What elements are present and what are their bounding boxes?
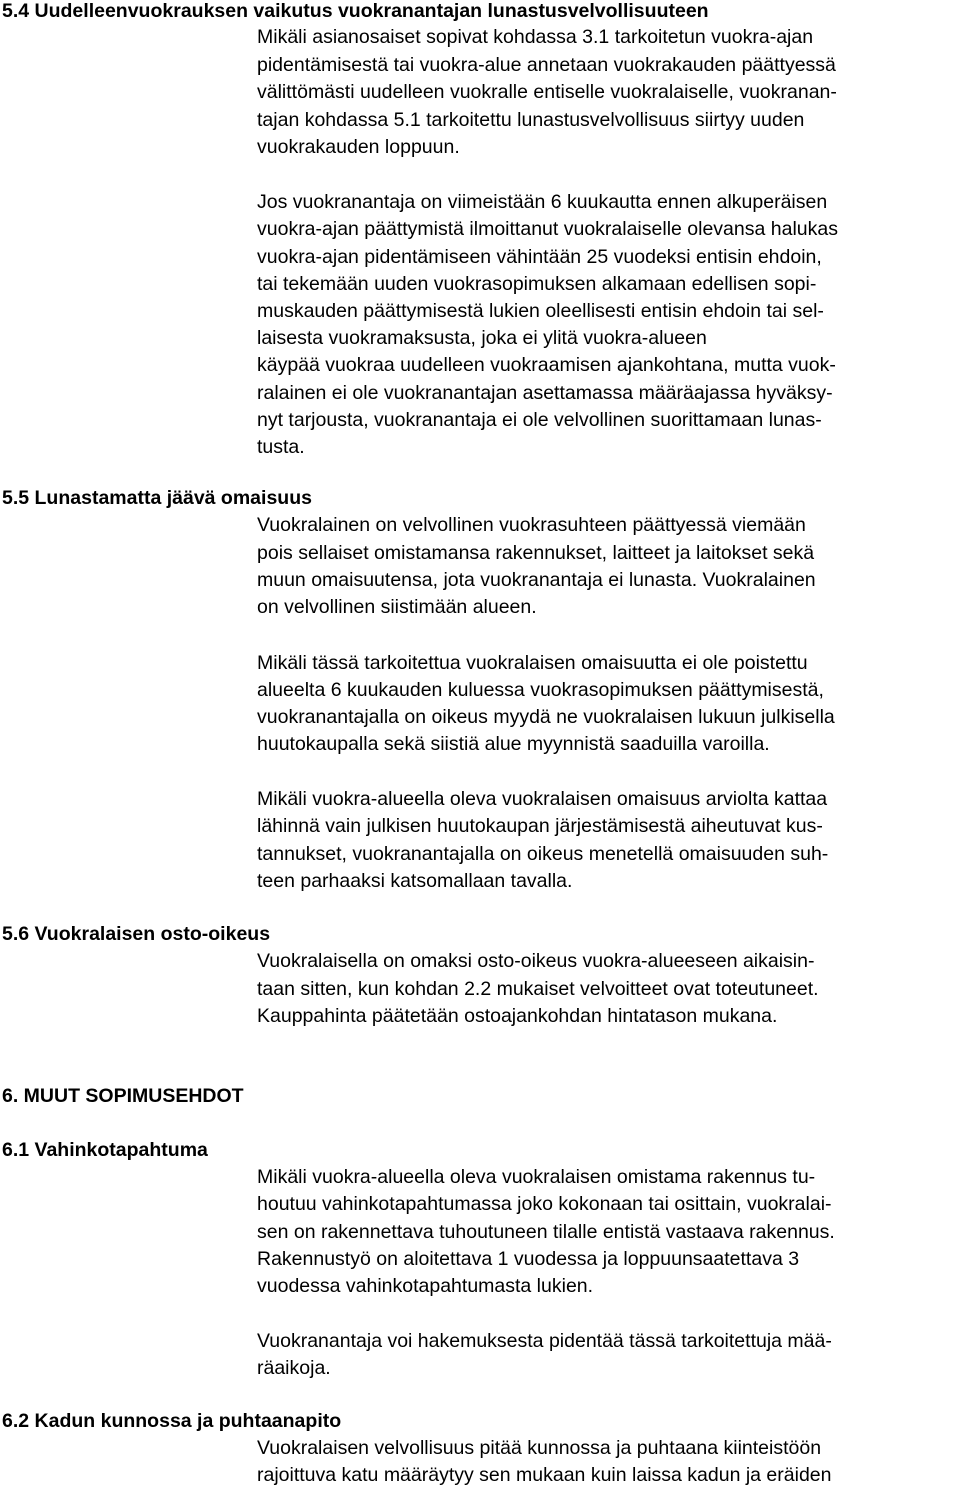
paragraph-line: Mikäli tässä tarkoitettua vuokralaisen omaisuutta ei ole poistettu <box>257 652 808 674</box>
paragraph-line: Vuokralaisella on omaksi osto-oikeus vuokra-alueeseen aikaisin- <box>257 950 815 972</box>
paragraph-line: nyt tarjousta, vuokranantaja ei ole velvollinen suorittamaan lunas- <box>257 409 822 431</box>
paragraph-line: houtuu vahinkotapahtumassa joko kokonaan tai osittain, vuokralai- <box>257 1193 832 1215</box>
paragraph-line: vuodessa vahinkotapahtumasta lukien. <box>257 1275 594 1297</box>
paragraph-line: tai tekemään uuden vuokrasopimuksen alkamaan edellisen sopi- <box>257 273 817 295</box>
section-heading-5-5: 5.5 Lunastamatta jäävä omaisuus <box>2 487 312 509</box>
section-heading-5-6: 5.6 Vuokralaisen osto-oikeus <box>2 923 271 945</box>
paragraph-line: tannukset, vuokranantajalla on oikeus menetellä omaisuuden suh- <box>257 843 829 865</box>
paragraph-line: pois sellaiset omistamansa rakennukset, laitteet ja laitokset sekä <box>257 542 815 564</box>
paragraph-line: välittömästi uudelleen vuokralle entiselle vuokralaiselle, vuokranan- <box>257 81 837 103</box>
paragraph-line: Rakennustyö on aloitettava 1 vuodessa ja loppuunsaatettava 3 <box>257 1248 800 1270</box>
paragraph-line: tajan kohdassa 5.1 tarkoitettu lunastusvelvollisuus siirtyy uuden <box>257 109 805 131</box>
paragraph-line: huutokaupalla sekä siistiä alue myynnistä saaduilla varoilla. <box>257 733 770 755</box>
paragraph-line: Mikäli vuokra-alueella oleva vuokralaisen omistama rakennus tu- <box>257 1166 816 1188</box>
paragraph-line: rajoittuva katu määräytyy sen mukaan kuin laissa kadun ja eräiden <box>257 1464 832 1486</box>
paragraph-line: taan sitten, kun kohdan 2.2 mukaiset velvoitteet ovat toteutuneet. <box>257 978 819 1000</box>
paragraph-line: Kauppahinta päätetään ostoajankohdan hintatason mukana. <box>257 1005 778 1027</box>
paragraph-line: pidentämisestä tai vuokra-alue annetaan vuokrakauden päättyessä <box>257 54 836 76</box>
paragraph-line: lähinnä vain julkisen huutokaupan järjestämisestä aiheutuvat kus- <box>257 815 823 837</box>
paragraph-line: Vuokralaisen velvollisuus pitää kunnossa ja puhtaana kiinteistöön <box>257 1437 822 1459</box>
paragraph-line: Jos vuokranantaja on viimeistään 6 kuukautta ennen alkuperäisen <box>257 191 828 213</box>
section-heading-6: 6. MUUT SOPIMUSEHDOT <box>2 1085 244 1107</box>
paragraph-line: Vuokralainen on velvollinen vuokrasuhteen päättyessä viemään <box>257 514 806 536</box>
paragraph-line: laisesta vuokramaksusta, joka ei ylitä vuokra-alueen <box>257 327 707 349</box>
section-heading-6-2: 6.2 Kadun kunnossa ja puhtaanapito <box>2 1410 342 1432</box>
paragraph-line: alueelta 6 kuukauden kuluessa vuokrasopimuksen päättymisestä, <box>257 679 824 701</box>
paragraph-line: muun omaisuutensa, jota vuokranantaja ei lunasta. Vuokralainen <box>257 569 816 591</box>
paragraph-line: ralainen ei ole vuokranantajan asettamassa määräajassa hyväksy- <box>257 382 833 404</box>
paragraph-line: teen parhaaksi katsomallaan tavalla. <box>257 870 573 892</box>
paragraph-line: vuokrakauden loppuun. <box>257 136 460 158</box>
paragraph-line: Mikäli vuokra-alueella oleva vuokralaisen omaisuus arviolta kattaa <box>257 788 828 810</box>
paragraph-line: tusta. <box>257 436 305 458</box>
paragraph-line: Vuokranantaja voi hakemuksesta pidentää tässä tarkoitettuja mää- <box>257 1330 832 1352</box>
paragraph-line: vuokra-ajan päättymistä ilmoittanut vuokralaiselle olevansa halukas <box>257 218 838 240</box>
paragraph-line: vuokranantajalla on oikeus myydä ne vuokralaisen lukuun julkisella <box>257 706 835 728</box>
section-heading-5-4: 5.4 Uudelleenvuokrauksen vaikutus vuokranantajan lunastusvelvollisuuteen <box>2 0 709 22</box>
paragraph-line: on velvollinen siistimään alueen. <box>257 596 537 618</box>
section-heading-6-1: 6.1 Vahinkotapahtuma <box>2 1139 208 1161</box>
paragraph-line: vuokra-ajan pidentämiseen vähintään 25 vuodeksi entisin ehdoin, <box>257 246 822 268</box>
paragraph-line: sen on rakennettava tuhoutuneen tilalle entistä vastaava rakennus. <box>257 1221 835 1243</box>
paragraph-line: muskauden päättymisestä lukien oleellisesti entisin ehdoin tai sel- <box>257 300 824 322</box>
paragraph-line: räaikoja. <box>257 1357 331 1379</box>
paragraph-line: Mikäli asianosaiset sopivat kohdassa 3.1 tarkoitetun vuokra-ajan <box>257 26 814 48</box>
paragraph-line: käypää vuokraa uudelleen vuokraamisen ajankohtana, mutta vuok- <box>257 354 836 376</box>
